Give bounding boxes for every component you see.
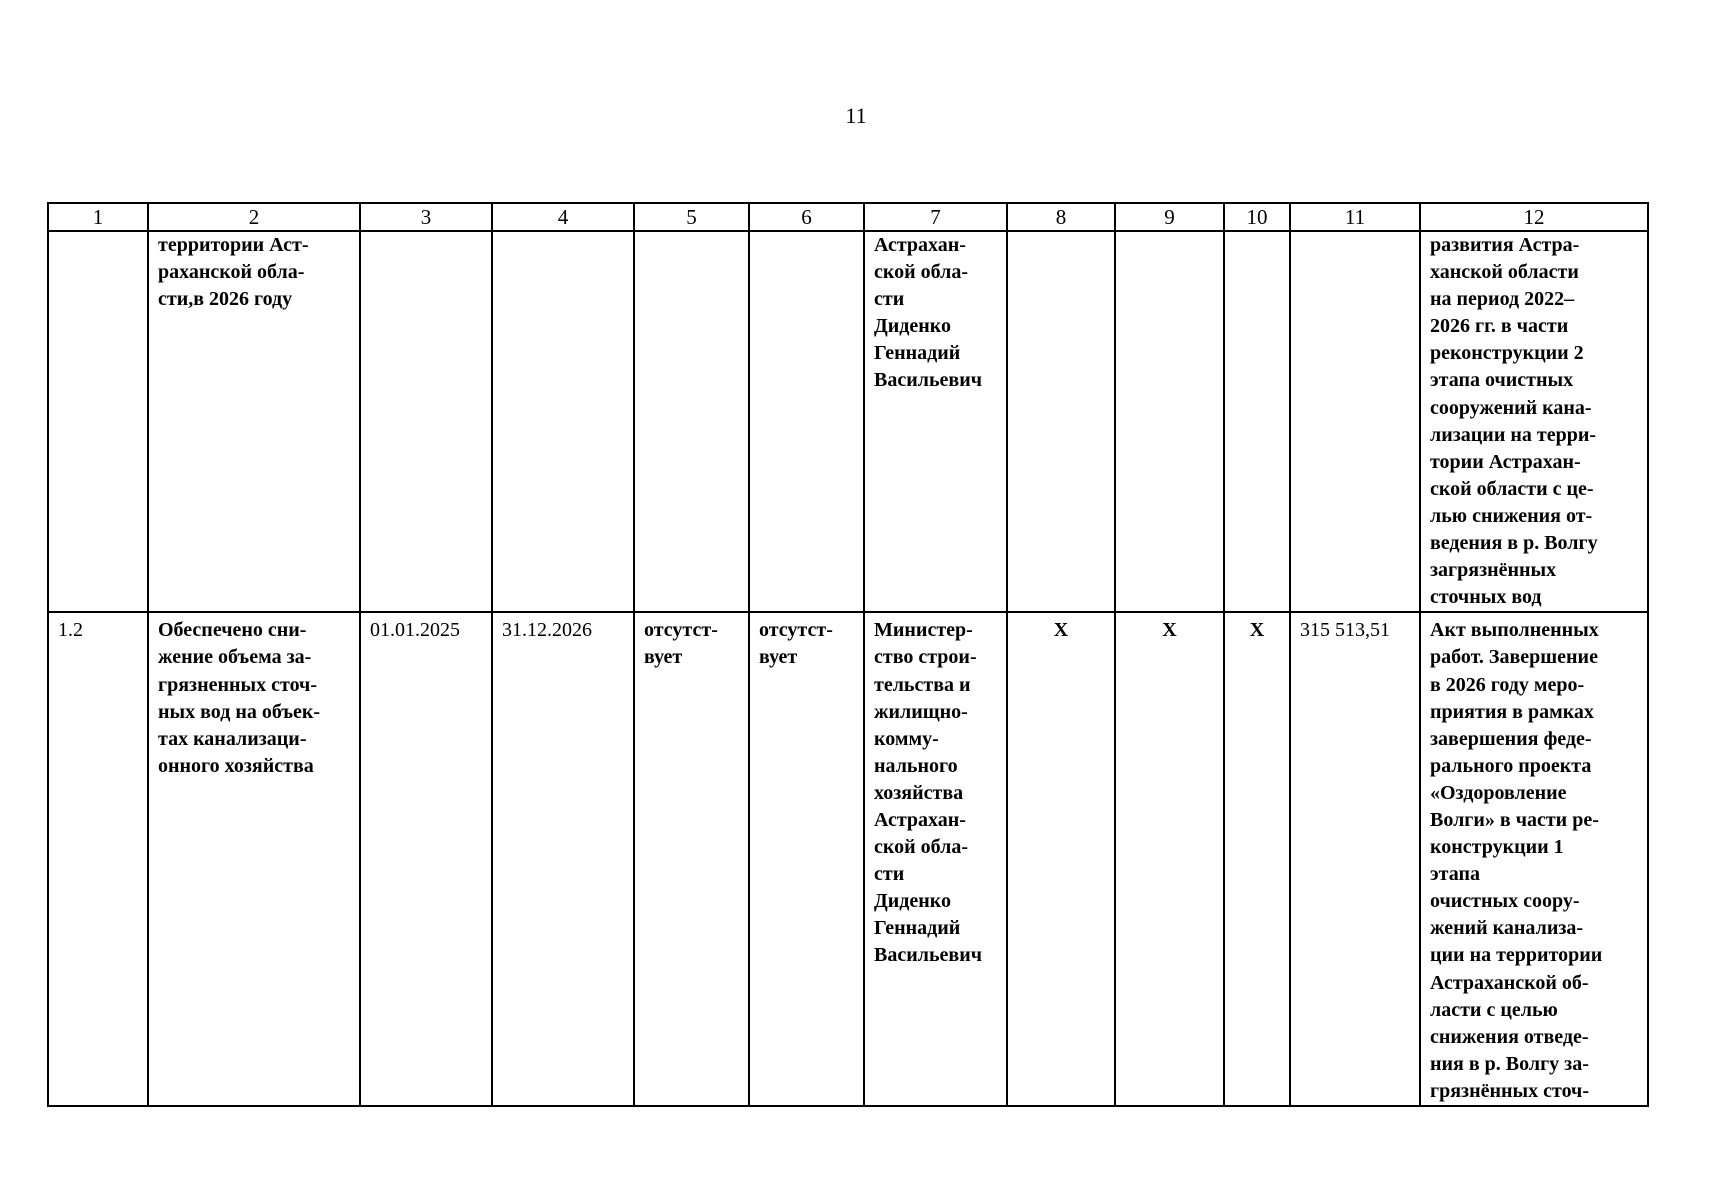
cell-col5 bbox=[634, 612, 749, 1106]
cell-result bbox=[148, 612, 360, 1106]
cell-text: отсутст- вует bbox=[644, 619, 718, 669]
cell-text: Астрахан- ской обла- сти Диденко Геннадий Васильевич bbox=[874, 234, 983, 392]
cell-end-date bbox=[492, 612, 634, 1106]
column-header: 11 bbox=[1290, 203, 1420, 231]
cell-col6 bbox=[749, 612, 864, 1106]
column-header: 3 bbox=[360, 203, 492, 231]
cell-col6 bbox=[749, 231, 864, 612]
column-header: 10 bbox=[1224, 203, 1290, 231]
cell-text: X bbox=[1162, 619, 1177, 642]
column-header: 4 bbox=[492, 203, 634, 231]
cell-col9 bbox=[1115, 231, 1224, 612]
table-row bbox=[48, 231, 1648, 612]
cell-responsible bbox=[864, 231, 1007, 612]
cell-result bbox=[148, 231, 360, 612]
cell-start-date bbox=[360, 231, 492, 612]
column-header: 8 bbox=[1007, 203, 1115, 231]
cell-text: X bbox=[1053, 619, 1069, 642]
cell-col5 bbox=[634, 231, 749, 612]
cell-text: отсутст- вует bbox=[759, 619, 833, 669]
cell-text: 01.01.2025 bbox=[370, 619, 460, 642]
cell-col8 bbox=[1007, 231, 1115, 612]
cell-text: Министер- ство строи- тельства и жилищно- комму- нального хозяйства Астрахан- ской обла- сти Диденко Геннадий Васильевич bbox=[874, 619, 983, 967]
page-number: 11 bbox=[845, 103, 867, 128]
cell-amount bbox=[1290, 612, 1420, 1106]
cell-text: 1.2 bbox=[58, 619, 83, 642]
cell-text: развития Астра- ханской области на период 2022– 2026 гг. в части реконструкции 2 этапа очистных сооружений кана- лизации на терри- тории Астрахан- ской области с це- лью снижения от- ведения в р. Волгу загрязнённых сточных вод bbox=[1430, 234, 1598, 609]
column-header: 5 bbox=[634, 203, 749, 231]
cell-end-date bbox=[492, 231, 634, 612]
cell-description bbox=[1420, 612, 1648, 1106]
header-row bbox=[48, 203, 1648, 231]
cell-col9 bbox=[1115, 612, 1224, 1106]
column-header: 12 bbox=[1420, 203, 1648, 231]
cell-text: Акт выполненных работ. Завершение в 2026 году меро- приятия в рамках завершения феде- рального проекта «Оздоровление Волги» в части ре- конструкции 1 этапа очистных соору- жений канализа- ции на территории Астраханской об- ласти с целью снижения отведе- ния в р. Волгу за- грязнённых сточ- bbox=[1430, 619, 1603, 1102]
cell-text: X bbox=[1249, 619, 1265, 642]
column-header: 1 bbox=[48, 203, 148, 231]
measures-table bbox=[47, 202, 1649, 1107]
cell-number bbox=[48, 612, 148, 1106]
cell-text: Обеспечено сни- жение объема за- грязненных сточ- ных вод на объек- тах канализаци- онного хозяйства bbox=[158, 619, 321, 777]
column-header: 7 bbox=[864, 203, 1007, 231]
column-header: 2 bbox=[148, 203, 360, 231]
cell-text: территории Аст- раханской обла- сти,в 2026 году bbox=[158, 234, 309, 311]
cell-responsible bbox=[864, 612, 1007, 1106]
column-header: 9 bbox=[1115, 203, 1224, 231]
cell-col8 bbox=[1007, 612, 1115, 1106]
cell-col10 bbox=[1224, 612, 1290, 1106]
cell-text: 315 513,51 bbox=[1300, 619, 1390, 642]
cell-start-date bbox=[360, 612, 492, 1106]
cell-description bbox=[1420, 231, 1648, 612]
column-header: 6 bbox=[749, 203, 864, 231]
cell-number bbox=[48, 231, 148, 612]
cell-col10 bbox=[1224, 231, 1290, 612]
table-row bbox=[48, 612, 1648, 1106]
cell-text: 31.12.2026 bbox=[502, 619, 592, 642]
cell-amount bbox=[1290, 231, 1420, 612]
